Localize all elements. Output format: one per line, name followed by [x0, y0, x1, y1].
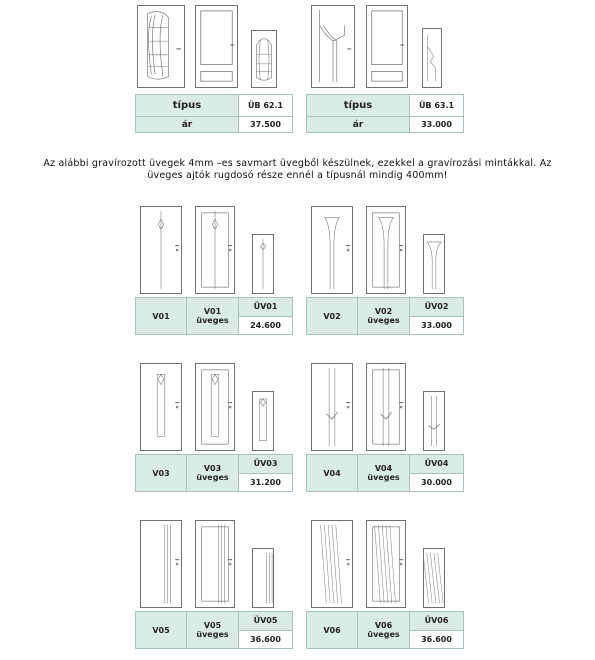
door-v05-glass — [252, 548, 274, 608]
door-v05-glazed — [195, 520, 235, 608]
price-table-v06 — [306, 611, 464, 649]
glass-code: ÜV06 — [410, 612, 464, 631]
type-label: típus — [136, 95, 239, 117]
type-label: típus — [307, 95, 410, 117]
door-ub63-frame — [366, 5, 408, 88]
price-label: ár — [307, 117, 410, 133]
glass-model-label: V05 üveges — [187, 612, 239, 649]
price-table-v03 — [135, 454, 293, 492]
glass-model-label: V06 üveges — [358, 612, 410, 649]
door-v02-glazed — [366, 206, 406, 294]
door-ub62-glass — [251, 30, 277, 88]
door-v03-solid — [140, 363, 182, 451]
price-label: ár — [136, 117, 239, 133]
door-v01-solid — [140, 206, 182, 294]
glass-model-label: V03 üveges — [187, 455, 239, 492]
glass-code: ÜV04 — [410, 455, 464, 474]
type-code: ÜB 62.1 — [239, 95, 293, 117]
door-ub62-solid — [137, 5, 185, 88]
door-v06-glazed — [366, 520, 406, 608]
door-ub63-glass — [422, 28, 442, 88]
price-table-v02 — [306, 297, 464, 335]
door-v02-solid — [311, 206, 353, 294]
price-value: 37.500 — [239, 117, 293, 133]
price-value: 36.600 — [410, 630, 464, 649]
glass-code: ÜV02 — [410, 298, 464, 317]
door-v04-solid — [311, 363, 353, 451]
price-value: 30.000 — [410, 473, 464, 492]
type-code: ÜB 63.1 — [410, 95, 464, 117]
glass-model-label: V02 üveges — [358, 298, 410, 335]
model-code: V01 — [136, 298, 187, 335]
door-v01-glass — [252, 234, 274, 294]
price-table-ub63 — [306, 94, 464, 133]
door-ub63-solid — [311, 5, 355, 88]
door-v02-glass — [423, 234, 445, 294]
door-v04-glazed — [366, 363, 406, 451]
door-v03-glazed — [195, 363, 235, 451]
glass-model-label: V01 üveges — [187, 298, 239, 335]
door-v06-glass — [423, 548, 445, 608]
price-value: 36.600 — [239, 630, 293, 649]
door-v05-solid — [140, 520, 182, 608]
price-value: 33.000 — [410, 117, 464, 133]
price-table-v04 — [306, 454, 464, 492]
door-v03-glass — [252, 391, 274, 451]
price-value: 24.600 — [239, 316, 293, 335]
price-table-v05 — [135, 611, 293, 649]
model-code: V02 — [307, 298, 358, 335]
glass-code: ÜV05 — [239, 612, 293, 631]
glass-code: ÜV03 — [239, 455, 293, 474]
price-table-v01 — [135, 297, 293, 335]
glass-code: ÜV01 — [239, 298, 293, 317]
glass-model-label: V04 üveges — [358, 455, 410, 492]
door-v06-solid — [311, 520, 353, 608]
door-v04-glass — [423, 391, 445, 451]
price-table-ub62 — [135, 94, 293, 133]
model-code: V03 — [136, 455, 187, 492]
model-code: V04 — [307, 455, 358, 492]
model-code: V06 — [307, 612, 358, 649]
price-value: 33.000 — [410, 316, 464, 335]
glass-note: Az alábbi gravírozott üvegek 4mm –es savmart üvegből készülnek, ezekkel a gravírozási mintákkal. Az üveges ajtók rugdosó része ennél a típusnál mindig 400mm! — [43, 158, 552, 181]
price-value: 31.200 — [239, 473, 293, 492]
door-ub62-frame — [195, 5, 238, 88]
door-v01-glazed — [195, 206, 235, 294]
model-code: V05 — [136, 612, 187, 649]
